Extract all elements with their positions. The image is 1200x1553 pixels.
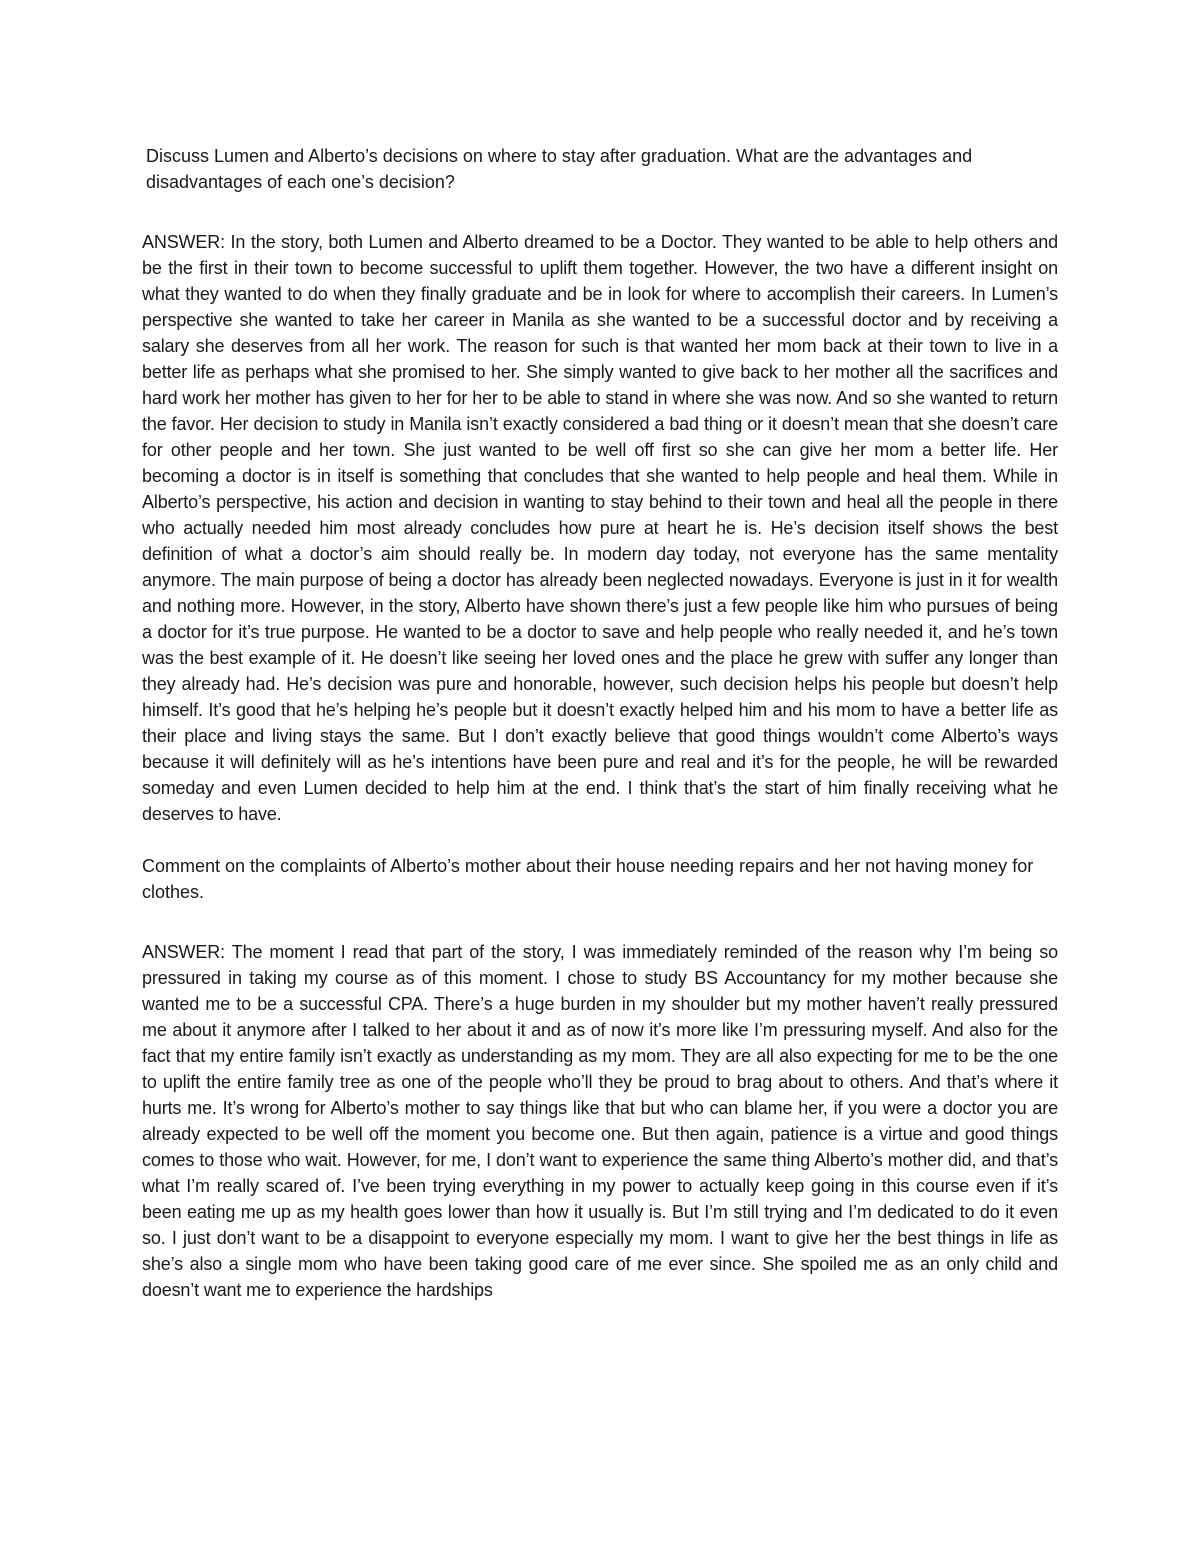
document-body bbox=[142, 143, 1058, 1303]
spacer bbox=[142, 905, 1058, 939]
question-2: Comment on the complaints of Alberto’s mother about their house needing repairs and her not having money for clothes. bbox=[142, 856, 1034, 902]
answer-1: ANSWER: In the story, both Lumen and Alberto dreamed to be a Doctor. They wanted to be able to help others and be the first in their town to become successful to uplift them together. However, the two have a different insight on what they wanted to do when they finally graduate and be in look for where to accomplish their careers. In Lumen’s perspective she wanted to take her career in Manila as she wanted to be a successful doctor and by receiving a salary she deserves from all her work. The reason for such is that wanted her mom back at their town to live in a better life as perhaps what she promised to her. She simply wanted to give back to her mother all the sacrifices and hard work her mother has given to her for her to be able to stand in where she was now. And so she wanted to return the favor. Her decision to study in Manila isn’t exactly considered a bad thing or it doesn’t mean that she doesn’t care for other people and her town. She just wanted to be well off first so she can give her mom a better life. Her becoming a doctor is in itself is something that concludes that she wanted to help people and heal them. While in Alberto’s perspective, his action and decision in wanting to stay behind to their town and heal all the people in there who actually needed him most already concludes how pure at heart he is. He’s decision itself shows the best definition of what a doctor’s aim should really be. In modern day today, not everyone has the same mentality anymore. The main purpose of being a doctor has already been neglected nowadays. Everyone is just in it for wealth and nothing more. However, in the story, Alberto have shown there’s just a few people like him who pursues of being a doctor for it’s true purpose. He wanted to be a doctor to save and help people who really needed it, and he’s town was the best example of it. He doesn’t like seeing her loved ones and the place he grew with suffer any longer than they already had. He’s decision was pure and honorable, however, such decision helps his people but doesn’t help himself. It’s good that he’s helping he’s people but it doesn’t exactly helped him and his mom to have a better life as their place and living stays the same. But I don’t exactly believe that good things wouldn’t come Alberto’s ways because it will definitely will as he’s intentions have been pure and real and it’s for the people, he will be rewarded someday and even Lumen decided to help him at the end. I think that’s the start of him finally receiving what he deserves to have. bbox=[142, 232, 1058, 824]
answer-2: ANSWER: The moment I read that part of the story, I was immediately reminded of the reason why I’m being so pressured in taking my course as of this moment. I chose to study BS Accountancy for my mother because she wanted me to be a successful CPA. There’s a huge burden in my shoulder but my mother haven’t really pressured me about it anymore after I talked to her about it and as of now it’s more like I’m pressuring myself. And also for the fact that my entire family isn’t exactly as understanding as my mom. They are all also expecting for me to be the one to uplift the entire family tree as one of the people who’ll they be proud to brag about to others. And that’s where it hurts me. It’s wrong for Alberto’s mother to say things like that but who can blame her, if you were a doctor you are already expected to be well off the moment you become one. But then again, patience is a virtue and good things comes to those who wait. However, for me, I don’t want to experience the same thing Alberto’s mother did, and that’s what I’m really scared of. I’ve been trying everything in my power to actually keep going in this course even if it’s been eating me up as my health goes lower than how it usually is. But I’m still trying and I’m dedicated to do it even so. I just don’t want to be a disappoint to everyone especially my mom. I want to give her the best things in life as she’s also a single mom who have been taking good care of me ever since. She spoiled me as an only child and doesn’t want me to experience the hardships bbox=[142, 942, 1058, 1300]
question-1: Discuss Lumen and Alberto’s decisions on where to stay after graduation. What are the advantages and disadvantages of each one’s decision? bbox=[146, 146, 973, 192]
spacer bbox=[142, 827, 1058, 853]
spacer bbox=[142, 195, 1058, 229]
